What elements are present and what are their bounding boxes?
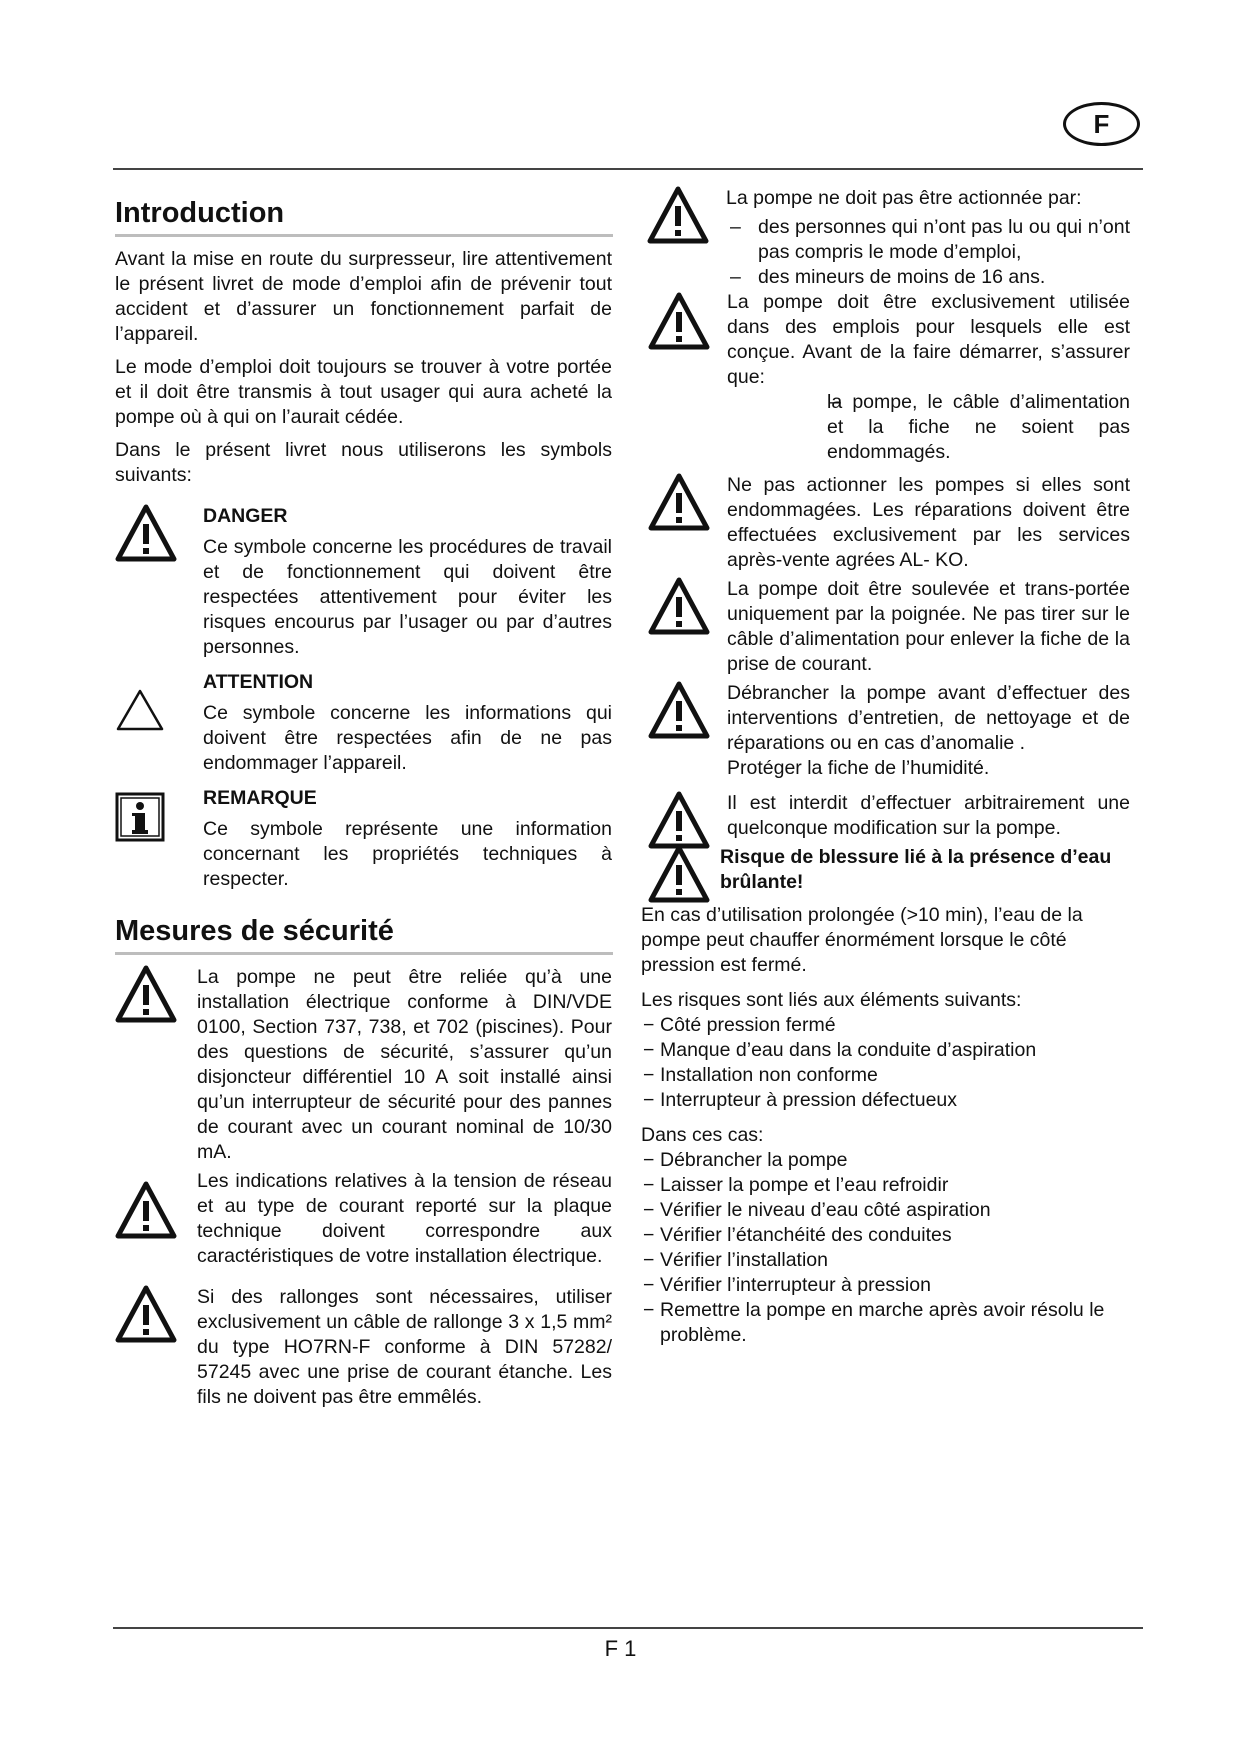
list-item: – des mineurs de moins de 16 ans. xyxy=(726,265,1130,290)
symbol-remarque-label: REMARQUE xyxy=(203,787,317,809)
list-item: − Côté pression fermé xyxy=(641,1013,1130,1038)
list-item: − Manque d’eau dans la conduite d’aspiration xyxy=(641,1038,1130,1063)
safety-warning-2-text: Les indications relatives à la tension de réseau et au type de courant reporté sur la plaque technique doivent correspondre aux caractéristiques de votre installation électrique. xyxy=(197,1170,612,1267)
symbol-attention xyxy=(115,670,612,776)
cases-list xyxy=(641,1148,1130,1348)
list-item: − Laisser la pompe et l’eau refroidir xyxy=(641,1173,1130,1198)
footer-rule xyxy=(113,1627,1143,1629)
right-warning-5-extra: Protéger la fiche de l’humidité. xyxy=(727,757,990,779)
left-column xyxy=(115,196,612,1410)
right-warning-1-list xyxy=(726,215,1130,290)
risks-intro: Les risques sont liés aux éléments suivants: xyxy=(641,989,1022,1011)
warning-triangle-icon xyxy=(648,577,727,635)
hot-water-details xyxy=(641,903,1130,1348)
attention-triangle-icon xyxy=(115,670,203,732)
symbol-remarque-text: Ce symbole représente une information concernant les propriétés techniques à respecter. xyxy=(203,818,612,890)
safety-warning-1-text: La pompe ne peut être reliée qu’à une installation électrique conforme à DIN/VDE 0100, Section 737, 738, et 702 (piscines). Pour des questions de sécurité, s’assurer qu’un disjoncteur différentiel 10 A soit installé ainsi qu’un interrupteur de sécurité pour des pannes de courant avec un courant nominal de 10/30 mA. xyxy=(197,966,612,1163)
list-item: − Vérifier l’installation xyxy=(641,1248,1130,1273)
hot-water-warning-text: En cas d’utilisation prolongée (>10 min), l’eau de la pompe peut chauffer énormément lorsque le côté pression est fermé. xyxy=(641,904,1083,976)
symbol-attention-label: ATTENTION xyxy=(203,671,314,693)
list-item: − Remettre la pompe en marche après avoir résolu le problème. xyxy=(641,1298,1130,1348)
list-item: − Vérifier l’étanchéité des conduites xyxy=(641,1223,1130,1248)
section-title-safety: Mesures de sécurité xyxy=(115,914,613,955)
symbol-attention-text: Ce symbole concerne les informations qui doivent être respectées afin de ne pas endommager l’appareil. xyxy=(203,702,612,774)
right-warning-6-text: Il est interdit d’effectuer arbitrairement une quelconque modification sur la pompe. xyxy=(727,792,1130,839)
symbol-danger xyxy=(115,504,612,660)
safety-warning-3 xyxy=(115,1285,612,1410)
header-rule xyxy=(113,168,1143,170)
right-warning-6 xyxy=(648,791,1130,849)
list-item: − Installation non conforme xyxy=(641,1063,1130,1088)
right-warning-4-text: La pompe doit être soulevée et trans-portée uniquement par la poignée. Ne pas tirer sur le câble d’alimentation pour enlever la fiche de la prise de courant. xyxy=(727,578,1130,675)
list-item: − Vérifier le niveau d’eau côté aspiration xyxy=(641,1198,1130,1223)
safety-warning-3-text: Si des rallonges sont nécessaires, utiliser exclusivement un câble de rallonge 3 x 1,5 mm² du type HO7RN-F conforme à DIN 57282/ 57245 avec une prise de courant étanche. Les fils ne doivent pas être emmêlés. xyxy=(197,1286,612,1408)
page-number: F 1 xyxy=(604,1636,637,1661)
warning-triangle-icon xyxy=(115,1169,197,1239)
list-item: – des personnes qui n’ont pas lu ou qui n’ont pas compris le mode d’emploi, xyxy=(726,215,1130,265)
warning-triangle-icon xyxy=(648,681,727,739)
safety-warning-1 xyxy=(115,965,612,1165)
right-warning-2-list xyxy=(727,390,1130,465)
intro-paragraph-1: Avant la mise en route du surpresseur, lire attentivement le présent livret de mode d’emploi afin de prévenir tout accident et d’assurer un fonctionnement parfait de l’appareil. xyxy=(115,248,612,345)
info-icon xyxy=(115,786,203,842)
risks-list xyxy=(641,1013,1130,1113)
list-item: − Débrancher la pompe xyxy=(641,1148,1130,1173)
symbol-danger-text: Ce symbole concerne les procédures de travail et de fonctionnement qui doivent être respectées attentivement pour éviter les risques encourus par l’usager ou par d’autres personnes. xyxy=(203,536,612,658)
safety-warning-2 xyxy=(115,1169,612,1269)
warning-triangle-icon xyxy=(647,186,726,244)
right-warning-1 xyxy=(648,186,1130,290)
right-warning-4 xyxy=(648,577,1130,677)
right-warning-2 xyxy=(648,290,1130,465)
right-warning-5-text: Débrancher la pompe avant d’effectuer des interventions d’entretien, de nettoyage et de réparations ou en cas d’anomalie . xyxy=(727,682,1130,754)
right-warning-3-text: Ne pas actionner les pompes si elles sont endommagées. Les réparations doivent être effectuées exclusivement par les services après-vente agrées AL- KO. xyxy=(727,474,1130,571)
warning-triangle-icon xyxy=(648,473,727,531)
list-item: − Interrupteur à pression défectueux xyxy=(641,1088,1130,1113)
language-badge: F xyxy=(1063,102,1140,146)
warning-triangle-icon xyxy=(648,845,720,903)
warning-triangle-icon xyxy=(115,504,203,562)
warning-triangle-icon xyxy=(648,290,727,350)
section-title-introduction: Introduction xyxy=(115,196,613,237)
warning-triangle-icon xyxy=(115,1285,197,1343)
right-warning-2-text: La pompe doit être exclusivement utilisée dans des emplois pour lesquels elle est conçue. Avant de la faire démarrer, s’assurer que: xyxy=(727,291,1130,388)
right-column xyxy=(641,186,1130,1348)
right-warning-3 xyxy=(648,473,1130,573)
list-item: – la pompe, le câble d’alimentation et la fiche ne soient pas endommagés. xyxy=(727,390,1130,465)
intro-paragraph-2: Le mode d’emploi doit toujours se trouver à votre portée et il doit être transmis à tout usager qui aura acheté la pompe où à qui on l’aurait cédée. xyxy=(115,356,612,428)
right-warning-1-text: La pompe ne doit pas être actionnée par: xyxy=(726,187,1082,209)
symbol-remarque xyxy=(115,786,612,892)
warning-triangle-icon xyxy=(115,965,197,1023)
right-warning-5 xyxy=(648,681,1130,781)
right-warning-7 xyxy=(648,845,1130,903)
intro-paragraph-3: Dans le présent livret nous utiliserons les symbols suivants: xyxy=(115,439,612,486)
warning-triangle-icon xyxy=(648,791,727,849)
symbol-danger-label: DANGER xyxy=(203,505,288,527)
list-item: − Vérifier l’interrupteur à pression xyxy=(641,1273,1130,1298)
hot-water-warning-title: Risque de blessure lié à la présence d’eau brûlante! xyxy=(720,846,1112,893)
cases-intro: Dans ces cas: xyxy=(641,1124,764,1146)
